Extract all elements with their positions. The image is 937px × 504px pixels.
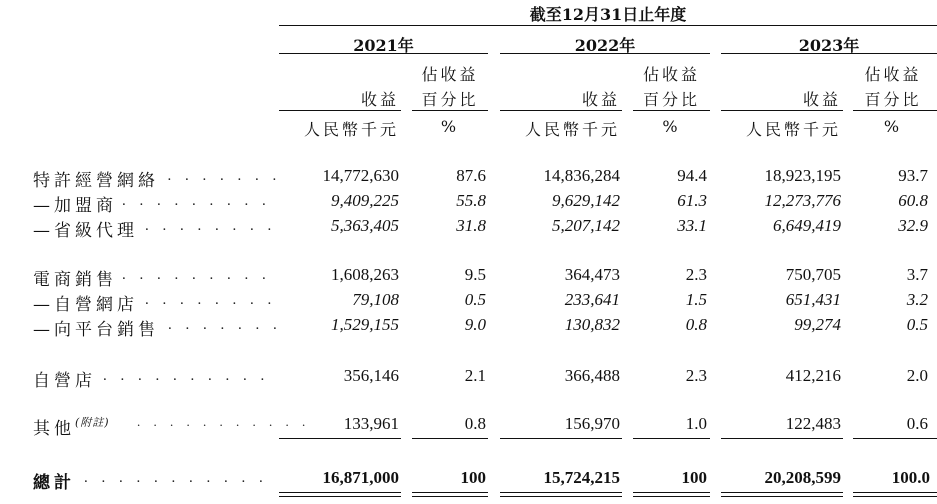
- row-leader-dots: . . . . . . . .: [150, 168, 282, 184]
- row-leader-dots: . . . . . . . . . .: [103, 368, 270, 384]
- cell-pct-2023: 2.0: [906, 366, 928, 385]
- col-pct-2021-line2: 百分比: [421, 90, 479, 109]
- cell-pct-2022: 0.8: [685, 315, 707, 334]
- total-pct-2021: 100: [460, 468, 486, 487]
- cell-pct-2022: 61.3: [677, 191, 707, 210]
- row-leader-dots: . . . . . . . . . . .: [137, 414, 311, 429]
- cell-pct-2021: 2.1: [464, 366, 486, 385]
- cell-revenue-2021: 9,409,225: [331, 191, 399, 210]
- row-label-text: 其他: [33, 419, 75, 439]
- unit-pct-2021: %: [440, 117, 460, 136]
- total-double-rule-2022-pct: [633, 492, 710, 497]
- cell-pct-2022: 1.0: [685, 414, 707, 433]
- total-double-rule-2021-rev: [279, 492, 401, 497]
- total-double-rule-2023-rev: [721, 492, 843, 497]
- col-pct-2023-line1: 佔收益: [864, 65, 922, 84]
- unit-revenue-2021: 人民幣千元: [303, 120, 399, 139]
- col-revenue-2023: 收益: [802, 90, 841, 109]
- cell-pct-2023: 93.7: [898, 166, 928, 185]
- cell-pct-2023: 60.8: [898, 191, 928, 210]
- unit-revenue-2022: 人民幣千元: [524, 120, 620, 139]
- year-2021-header: 2021年: [353, 36, 414, 55]
- cell-pct-2021: 55.8: [456, 191, 486, 210]
- year-2021-underline: [279, 53, 488, 54]
- total-pct-2022: 100: [681, 468, 707, 487]
- subtotal-rule-2021-pct: [412, 438, 488, 439]
- unit-pct-2023: %: [883, 117, 903, 136]
- cell-revenue-2023: 750,705: [785, 265, 841, 284]
- subtotal-rule-2022-pct: [633, 438, 710, 439]
- row-leader-dots: . . . . . . . . . . .: [84, 470, 268, 486]
- row-leader-dots: . . . . . . . .: [145, 218, 277, 234]
- cell-pct-2021: 87.6: [456, 166, 486, 185]
- cell-revenue-2023: 99,274: [794, 315, 841, 334]
- period-underline: [279, 25, 937, 26]
- row-label: —向平台銷售: [33, 320, 159, 340]
- period-header: 截至12月31日止年度: [529, 5, 687, 24]
- cell-revenue-2021: 79,108: [352, 290, 399, 309]
- col-pct-2022-underline: [633, 110, 710, 111]
- subtotal-rule-2023-rev: [721, 438, 843, 439]
- cell-revenue-2022: 233,641: [564, 290, 620, 309]
- cell-revenue-2022: 130,832: [564, 315, 620, 334]
- cell-pct-2023: 32.9: [898, 216, 928, 235]
- col-pct-2021-underline: [412, 110, 488, 111]
- cell-revenue-2022: 364,473: [564, 265, 620, 284]
- cell-pct-2022: 2.3: [685, 265, 707, 284]
- cell-revenue-2022: 9,629,142: [552, 191, 620, 210]
- cell-revenue-2021: 1,529,155: [331, 315, 399, 334]
- cell-pct-2023: 3.2: [906, 290, 928, 309]
- row-label: —省級代理: [33, 221, 138, 241]
- subtotal-rule-2023-pct: [853, 438, 937, 439]
- cell-revenue-2021: 356,146: [343, 366, 399, 385]
- col-revenue-2023-underline: [721, 110, 843, 111]
- cell-revenue-2022: 5,207,142: [552, 216, 620, 235]
- row-label: —自營網店: [33, 295, 138, 315]
- cell-revenue-2021: 1,608,263: [331, 265, 399, 284]
- cell-revenue-2023: 18,923,195: [764, 166, 841, 185]
- col-pct-2023-underline: [853, 110, 937, 111]
- col-pct-2022-line1: 佔收益: [642, 65, 700, 84]
- subtotal-rule-2021-rev: [279, 438, 401, 439]
- total-revenue-2023: 20,208,599: [764, 468, 841, 487]
- cell-revenue-2022: 366,488: [564, 366, 620, 385]
- cell-revenue-2022: 14,836,284: [543, 166, 620, 185]
- row-label: 自營店: [33, 371, 96, 391]
- col-revenue-2022: 收益: [581, 90, 620, 109]
- total-revenue-2022: 15,724,215: [543, 468, 620, 487]
- col-revenue-2021: 收益: [360, 90, 399, 109]
- year-2023-underline: [721, 53, 937, 54]
- col-pct-2022-line2: 百分比: [642, 90, 700, 109]
- total-double-rule-2021-pct: [412, 492, 488, 497]
- cell-pct-2021: 31.8: [456, 216, 486, 235]
- row-leader-dots: . . . . . . . .: [145, 292, 277, 308]
- row-leader-dots: . . . . . . . . .: [122, 193, 271, 209]
- cell-pct-2021: 9.5: [464, 265, 486, 284]
- total-label: 總計: [33, 473, 75, 493]
- col-revenue-2021-underline: [279, 110, 401, 111]
- total-double-rule-2023-pct: [853, 492, 937, 497]
- cell-pct-2023: 0.6: [906, 414, 928, 433]
- cell-revenue-2023: 122,483: [785, 414, 841, 433]
- row-label: 特許經營網絡: [33, 171, 159, 191]
- col-revenue-2022-underline: [500, 110, 622, 111]
- cell-pct-2022: 2.3: [685, 366, 707, 385]
- cell-revenue-2023: 651,431: [785, 290, 841, 309]
- cell-revenue-2021: 133,961: [343, 414, 399, 433]
- unit-revenue-2023: 人民幣千元: [745, 120, 841, 139]
- cell-revenue-2023: 412,216: [785, 366, 841, 385]
- cell-pct-2022: 1.5: [685, 290, 707, 309]
- year-2023-header: 2023年: [798, 36, 860, 55]
- row-leader-dots: . . . . . . .: [168, 317, 282, 333]
- cell-pct-2021: 0.8: [464, 414, 486, 433]
- total-pct-2023: 100.0: [891, 468, 930, 487]
- col-pct-2021-line1: 佔收益: [421, 65, 479, 84]
- year-2022-header: 2022年: [574, 36, 636, 55]
- cell-revenue-2023: 12,273,776: [764, 191, 841, 210]
- row-leader-dots: . . . . . . . . .: [122, 267, 271, 283]
- row-label: —加盟商: [33, 196, 117, 216]
- unit-pct-2022: %: [662, 117, 681, 136]
- cell-pct-2022: 94.4: [677, 166, 707, 185]
- cell-pct-2022: 33.1: [677, 216, 707, 235]
- cell-pct-2023: 3.7: [906, 265, 928, 284]
- cell-revenue-2023: 6,649,419: [773, 216, 841, 235]
- year-2022-underline: [500, 53, 710, 54]
- cell-revenue-2021: 5,363,405: [331, 216, 399, 235]
- cell-revenue-2022: 156,970: [564, 414, 620, 433]
- row-label: 電商銷售: [33, 270, 117, 290]
- cell-revenue-2021: 14,772,630: [322, 166, 399, 185]
- row-label: [33, 414, 110, 439]
- subtotal-rule-2022-rev: [500, 438, 622, 439]
- cell-pct-2021: 0.5: [464, 290, 486, 309]
- cell-pct-2023: 0.5: [906, 315, 928, 334]
- total-double-rule-2022-rev: [500, 492, 622, 497]
- note-reference: (附註): [75, 416, 110, 429]
- cell-pct-2021: 9.0: [464, 315, 486, 334]
- total-revenue-2021: 16,871,000: [322, 468, 399, 487]
- col-pct-2023-line2: 百分比: [864, 90, 922, 109]
